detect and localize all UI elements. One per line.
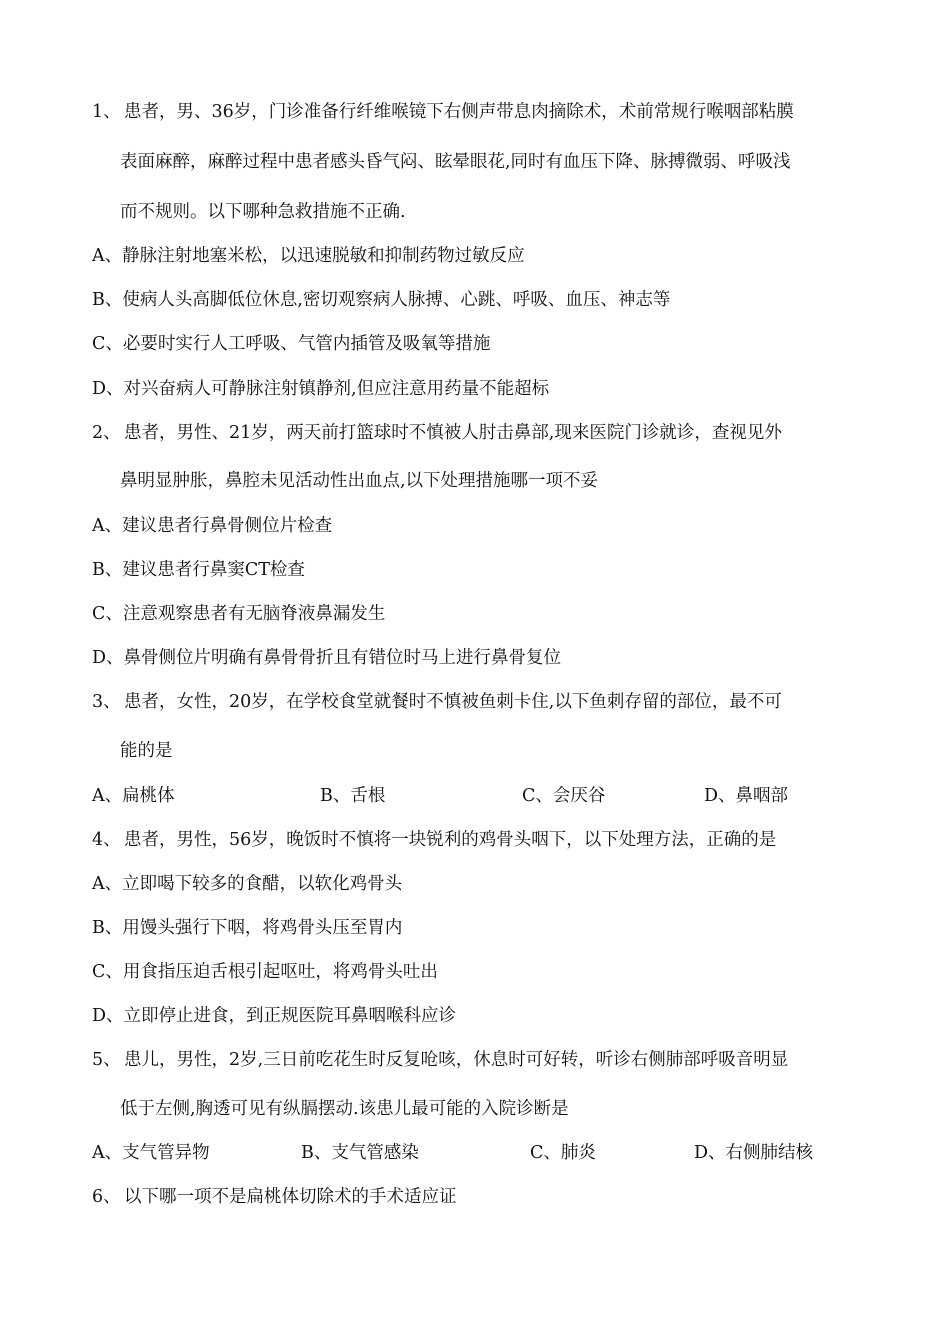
option-b: B、建议患者行鼻窦CT检查 (92, 560, 305, 580)
question-number: 4、 (92, 830, 121, 850)
option-d: D、对兴奋病人可静脉注射镇静剂,但应注意用药量不能超标 (92, 379, 550, 399)
question-text: 能的是 (120, 741, 173, 761)
option-a: A、立即喝下较多的食醋，以软化鸡骨头 (92, 874, 403, 894)
question-text: 患者，女性，20岁，在学校食堂就餐时不慎被鱼刺卡住,以下鱼刺存留的部位，最不可 (124, 692, 782, 712)
option-a: A、建议患者行鼻骨侧位片检查 (92, 516, 333, 536)
option-c: C、肺炎 (530, 1143, 596, 1163)
option-c: C、必要时实行人工呼吸、气管内插管及吸氧等措施 (92, 334, 491, 354)
question-text: 表面麻醉，麻醉过程中患者感头昏气闷、眩晕眼花,同时有血压下降、脉搏微弱、呼吸浅 (120, 152, 791, 172)
option-b: B、使病人头高脚低位休息,密切观察病人脉搏、心跳、呼吸、血压、神志等 (92, 290, 671, 310)
question-number: 1、 (92, 102, 121, 122)
question-text: 低于左侧,胸透可见有纵膈摆动.该患儿最可能的入院诊断是 (120, 1099, 569, 1119)
question-text: 鼻明显肿胀，鼻腔未见活动性出血点,以下处理措施哪一项不妥 (120, 471, 599, 491)
option-c: C、会厌谷 (522, 786, 606, 806)
option-c: C、注意观察患者有无脑脊液鼻漏发生 (92, 604, 386, 624)
question-text: 患者，男性，56岁，晚饭时不慎将一块锐利的鸡骨头咽下，以下处理方法，正确的是 (124, 830, 777, 850)
question-number: 5、 (92, 1050, 121, 1070)
option-c: C、用食指压迫舌根引起呕吐，将鸡骨头吐出 (92, 962, 438, 982)
question-text: 患者，男、36岁，门诊准备行纤维喉镜下右侧声带息肉摘除术，术前常规行喉咽部粘膜 (124, 102, 794, 122)
option-d: D、鼻骨侧位片明确有鼻骨骨折且有错位时马上进行鼻骨复位 (92, 648, 562, 668)
question-number: 2、 (92, 423, 121, 443)
option-d: D、立即停止进食，到正规医院耳鼻咽喉科应诊 (92, 1006, 457, 1026)
question-text: 患儿，男性，2岁,三日前吃花生时反复呛咳，休息时可好转，听诊右侧肺部呼吸音明显 (124, 1050, 789, 1070)
option-b: B、用馒头强行下咽，将鸡骨头压至胃内 (92, 918, 403, 938)
question-number: 3、 (92, 692, 121, 712)
question-number: 6、 (92, 1187, 121, 1207)
option-d: D、右侧肺结核 (694, 1143, 814, 1163)
option-a: A、静脉注射地塞米松，以迅速脱敏和抑制药物过敏反应 (92, 246, 525, 266)
option-a: A、支气管异物 (92, 1143, 210, 1163)
option-a: A、扁桃体 (92, 786, 175, 806)
option-b: B、舌根 (320, 786, 386, 806)
question-text: 而不规则。以下哪种急救措施不正确. (120, 202, 406, 222)
option-d: D、鼻咽部 (704, 786, 789, 806)
option-b: B、支气管感染 (301, 1143, 419, 1163)
question-text: 以下哪一项不是扁桃体切除术的手术适应证 (124, 1187, 457, 1207)
question-text: 患者，男性、21岁，两天前打篮球时不慎被人肘击鼻部,现来医院门诊就诊，查视见外 (124, 423, 782, 443)
